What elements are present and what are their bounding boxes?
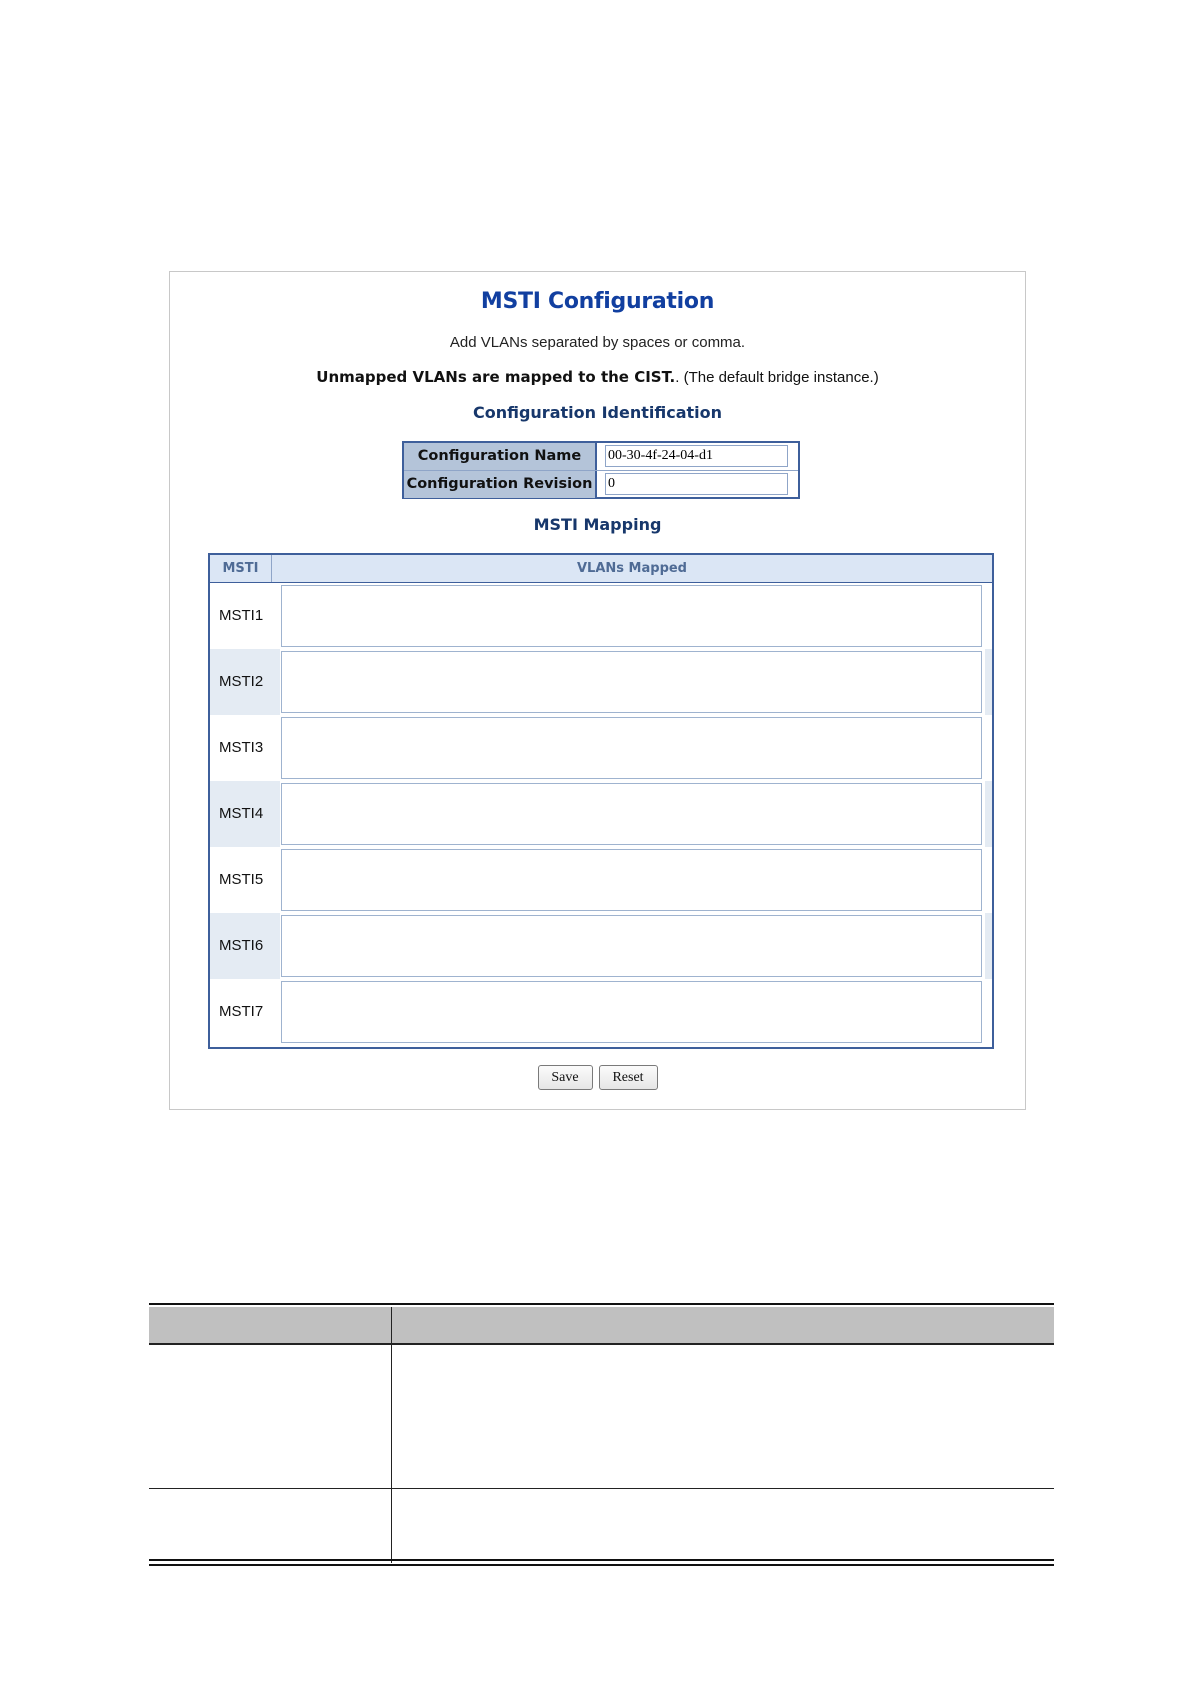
configuration-identification-heading: Configuration Identification: [472, 403, 723, 422]
table-top-rule: [149, 1303, 1054, 1305]
table-header-row: [149, 1307, 1054, 1345]
form-buttons: [170, 1065, 1025, 1090]
row-divider: [149, 1488, 1054, 1489]
page-title: MSTI Configuration: [480, 289, 715, 314]
msti-mapping-heading: MSTI Mapping: [533, 515, 662, 534]
vlan-hint-text: Add VLANs separated by spaces or comma.: [449, 334, 746, 351]
row-shading: [985, 913, 992, 979]
msti-name: MSTI3: [219, 739, 264, 756]
table-row-msti7: [210, 979, 992, 1045]
config-revision-row: [404, 470, 798, 498]
vlans-mapped-input-msti3[interactable]: [281, 717, 982, 779]
vlans-mapped-input-msti2[interactable]: [281, 651, 982, 713]
save-button[interactable]: Save: [538, 1065, 593, 1090]
reset-button[interactable]: Reset: [599, 1065, 658, 1090]
vlans-mapped-input-msti4[interactable]: [281, 783, 982, 845]
msti-name: MSTI7: [219, 1003, 264, 1020]
msti-mapping-table: [208, 553, 994, 1049]
table-bottom-rule-double: [149, 1564, 1054, 1566]
row-shading: [985, 781, 992, 847]
vlans-mapped-input-msti5[interactable]: [281, 849, 982, 911]
notice-rest-text: . (The default bridge instance.): [675, 369, 879, 386]
config-revision-label: Configuration Revision: [404, 471, 597, 498]
msti-name: MSTI4: [210, 781, 280, 847]
row-shading: [985, 649, 992, 715]
config-name-label: Configuration Name: [404, 443, 597, 470]
table-bottom-rule: [149, 1559, 1054, 1561]
config-revision-input[interactable]: [605, 473, 788, 495]
table-row-msti5: [210, 847, 992, 913]
table-header: [210, 555, 992, 583]
msti-name: MSTI2: [210, 649, 280, 715]
configuration-identification-table: [402, 441, 800, 499]
table-row-msti1: [210, 583, 992, 649]
vlans-mapped-input-msti7[interactable]: [281, 981, 982, 1043]
document-description-table: [149, 1303, 1054, 1568]
column-header-vlans-mapped: VLANs Mapped: [577, 561, 687, 576]
msti-name: MSTI5: [219, 871, 264, 888]
config-name-input[interactable]: [605, 445, 788, 467]
vlans-mapped-input-msti1[interactable]: [281, 585, 982, 647]
msti-configuration-panel: [169, 271, 1026, 1110]
msti-name: MSTI6: [210, 913, 280, 979]
vlans-mapped-input-msti6[interactable]: [281, 915, 982, 977]
column-divider: [391, 1307, 392, 1563]
msti-name: MSTI1: [219, 607, 264, 624]
table-row-msti4: [210, 781, 992, 847]
notice-bold-text: Unmapped VLANs are mapped to the CIST.: [316, 368, 676, 386]
column-header-msti: MSTI: [210, 555, 272, 582]
table-row-msti6: [210, 913, 992, 979]
table-row-msti2: [210, 649, 992, 715]
table-row-msti3: [210, 715, 992, 781]
config-name-row: [404, 443, 798, 470]
unmapped-vlans-notice: [170, 368, 1025, 386]
